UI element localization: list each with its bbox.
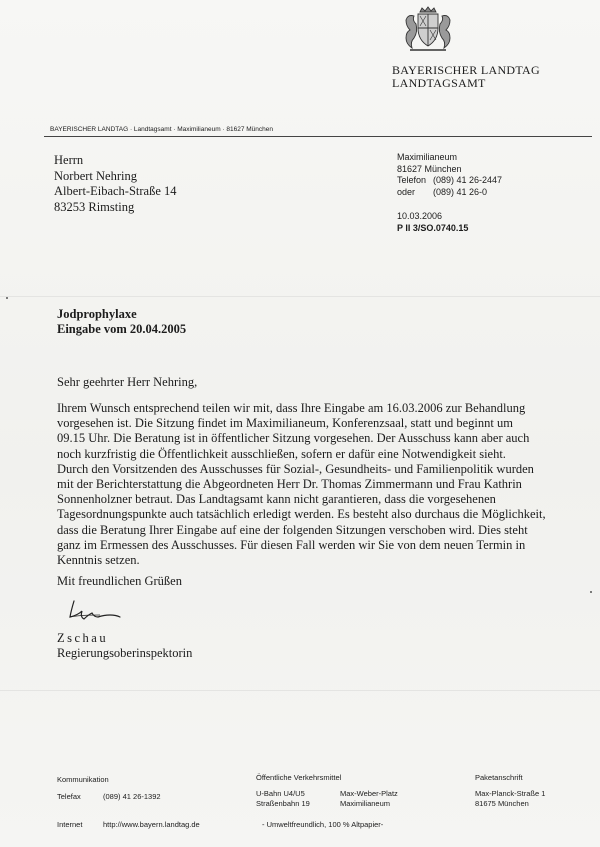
recipient-line: Norbert Nehring: [54, 168, 137, 183]
footer-transport-heading: Öffentliche Verkehrsmittel: [256, 773, 342, 782]
footer-communication-heading: Kommunikation: [57, 775, 109, 784]
body-line: Kenntnis setzen.: [57, 553, 140, 568]
footer-stop-line: Max-Weber-Platz: [340, 789, 398, 798]
organization-name: [392, 64, 540, 90]
organization-line: LANDTAGSAMT: [392, 76, 486, 90]
office-city: 81627 München: [397, 163, 462, 174]
punch-mark: [6, 297, 8, 299]
footer-transport-line: U-Bahn U4/U5: [256, 789, 305, 798]
body-line: Durch den Vorsitzenden des Ausschusses für Sozial-, Gesundheits- und Familienpolitik wurden: [57, 461, 534, 476]
body-line: dass die Beratung Ihrer Eingabe auf eine der folgenden Sitzungen verschoben wird. Dies steht: [57, 522, 528, 537]
body-line: vorgesehen ist. Die Sitzung findet im Maximilianeum, Konferenzsaal, statt und beginnt um: [57, 416, 513, 431]
body-line: Sonnenholzner betraut. Das Landtagsamt kann nicht garantieren, dass die vorgesehenen: [57, 492, 496, 507]
subject-title: Jodprophylaxe: [57, 307, 137, 321]
footer-eco-note: - Umweltfreundlich, 100 % Altpapier-: [262, 820, 384, 829]
organization-line: BAYERISCHER LANDTAG: [392, 63, 540, 77]
sender-return-line: BAYERISCHER LANDTAG · Landtagsamt · Maximilianeum · 81627 München: [50, 126, 274, 133]
subject-block: [57, 307, 186, 337]
phone-label: Telefon: [397, 175, 427, 185]
footer-transport-line: Straßenbahn 19: [256, 798, 310, 808]
letter-body: [57, 401, 597, 568]
body-line: mit der Berichterstattung die Abgeordneten Herr Dr. Thomas Zimmermann und Frau Kathrin: [57, 477, 522, 492]
recipient-line: Herrn: [54, 153, 84, 167]
coat-of-arms-icon: [402, 6, 454, 54]
signer-block: [57, 631, 192, 661]
footer-internet-link[interactable]: http://www.bayern.landtag.de: [103, 820, 200, 829]
recipient-line: Albert-Eibach-Straße 14: [54, 184, 177, 198]
footer-parcel-heading: Paketanschrift: [475, 773, 523, 782]
footer-parcel-line: 81675 München: [475, 798, 529, 808]
office-contact-block: [397, 152, 502, 234]
recipient-line: 83253 Rimsting: [54, 199, 135, 214]
phone-number: (089) 41 26-2447: [433, 175, 503, 185]
footer-internet-label: Internet: [57, 820, 83, 829]
letter-date: 10.03.2006: [397, 211, 443, 221]
paper-fold: [0, 690, 600, 691]
footer-stop-line: Maximilianeum: [340, 798, 391, 808]
footer-telefax: (089) 41 26-1392: [103, 792, 161, 801]
reference-number: P II 3/SO.0740.15: [397, 222, 469, 233]
body-line: Tagesordnungspunkte auch tatsächlich erledigt werden. Es besteht also durchaus die Möglichkeit,: [57, 507, 546, 522]
signer-name: Zschau: [57, 631, 109, 645]
paper-fold: [0, 296, 600, 297]
handwritten-signature: [66, 593, 124, 623]
petition-date: Eingabe vom 20.04.2005: [57, 322, 187, 336]
punch-mark: [590, 591, 592, 593]
body-line: 09.15 Uhr. Die Beratung ist in öffentlicher Sitzung vorgesehen. Der Ausschuss kann aber auch: [57, 431, 530, 446]
recipient-address: [54, 153, 177, 215]
footer-telefax-label: Telefax: [57, 792, 81, 801]
body-line: Ihrem Wunsch entsprechend teilen wir mit, dass Ihre Eingabe am 16.03.2006 zur Behandlung: [57, 401, 526, 415]
body-line: ganz im Ermessen des Ausschusses. Für diesen Fall werden wir Sie von dem neuen Termin in: [57, 537, 526, 552]
office-building: Maximilianeum: [397, 152, 458, 162]
alt-phone-number: (089) 41 26-0: [433, 186, 488, 197]
body-line: noch kurzfristig die Öffentlichkeit ausschließen, sofern er dafür eine Notwendigkeit sieht.: [57, 446, 506, 461]
header-divider: [44, 136, 592, 137]
salutation: Sehr geehrter Herr Nehring,: [57, 375, 198, 389]
closing-phrase: Mit freundlichen Grüßen: [57, 574, 182, 588]
alt-phone-label: oder: [397, 186, 416, 197]
footer-parcel-line: Max-Planck-Straße 1: [475, 789, 546, 798]
signer-title: Regierungsoberinspektorin: [57, 646, 193, 660]
